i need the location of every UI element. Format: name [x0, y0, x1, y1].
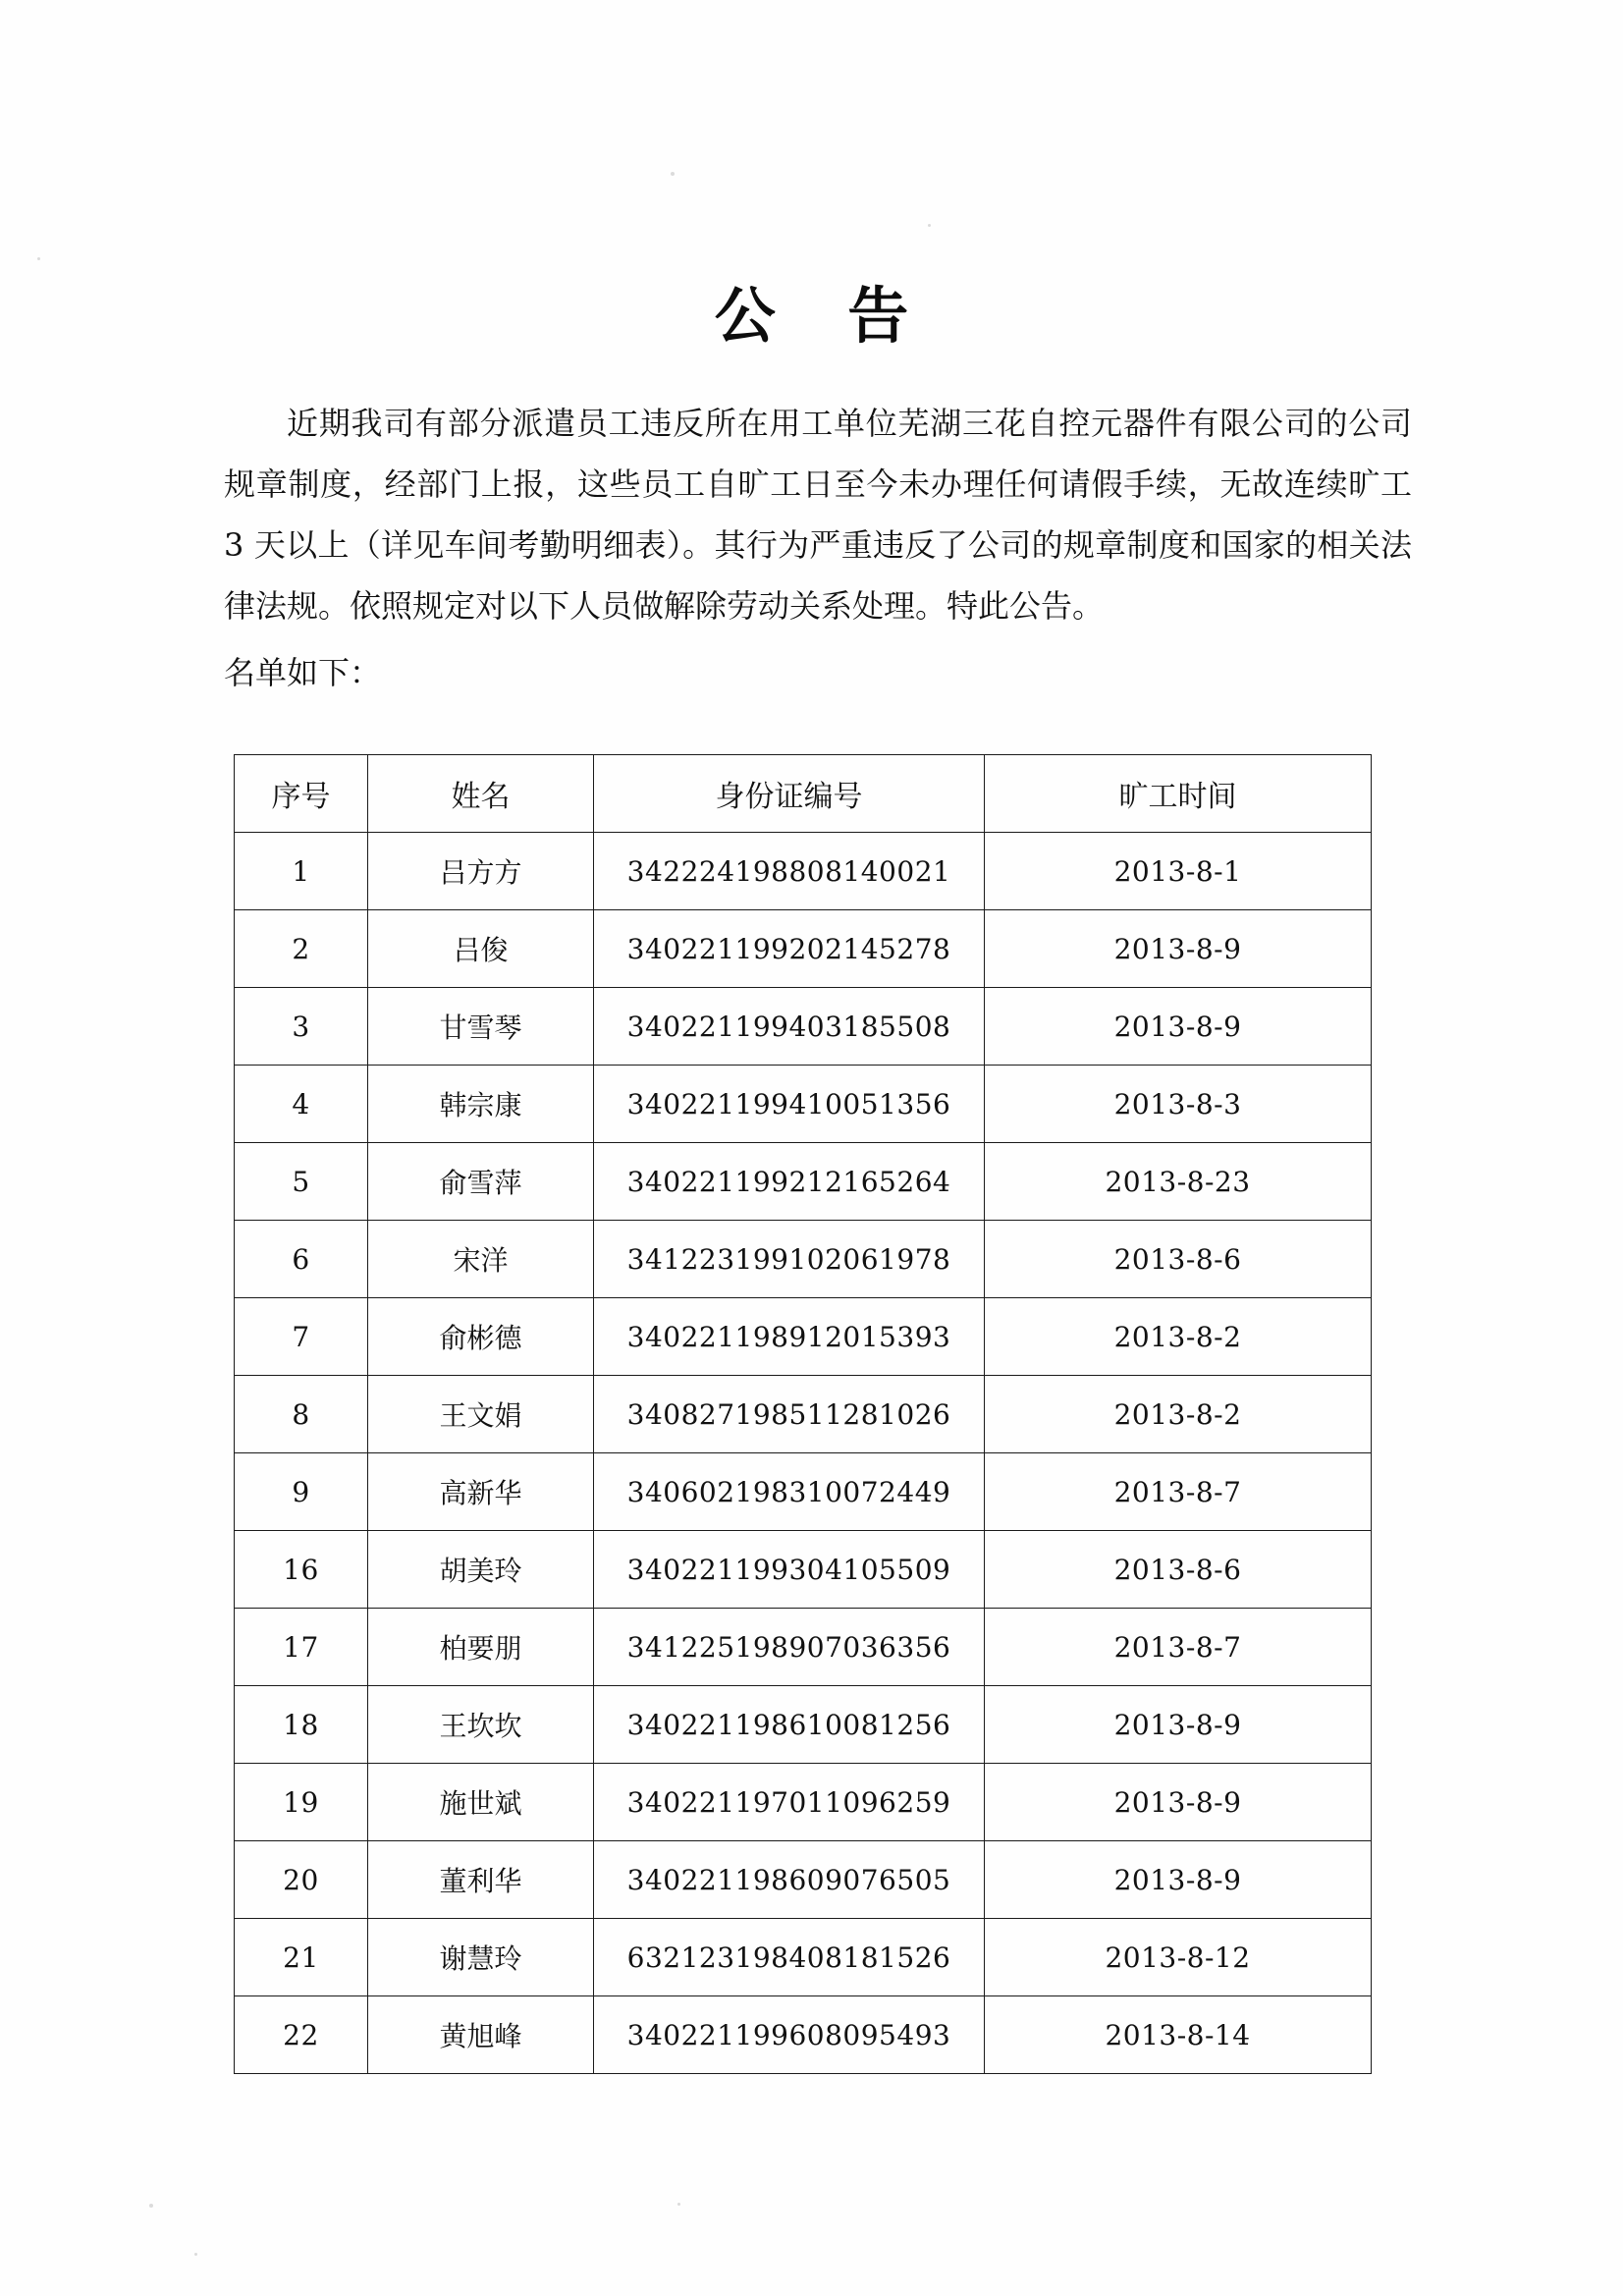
cell-date: 2013-8-23: [985, 1143, 1372, 1221]
table-header-row: [235, 755, 1372, 833]
cell-date: 2013-8-7: [985, 1609, 1372, 1686]
table-row: [235, 1764, 1372, 1841]
cell-index: 20: [235, 1841, 368, 1919]
cell-id: 341225198907036356: [594, 1609, 985, 1686]
cell-index: 19: [235, 1764, 368, 1841]
cell-index: 18: [235, 1686, 368, 1764]
cell-index: 8: [235, 1376, 368, 1453]
cell-date: 2013-8-6: [985, 1221, 1372, 1298]
cell-index: 3: [235, 988, 368, 1066]
scan-speckle: [928, 224, 931, 227]
cell-id: 340221198610081256: [594, 1686, 985, 1764]
cell-id: 632123198408181526: [594, 1919, 985, 1996]
cell-id: 340221197011096259: [594, 1764, 985, 1841]
cell-name: 韩宗康: [368, 1066, 594, 1143]
cell-id: 340221199403185508: [594, 988, 985, 1066]
cell-date: 2013-8-14: [985, 1996, 1372, 2074]
cell-name: 宋洋: [368, 1221, 594, 1298]
cell-name: 吕俊: [368, 910, 594, 988]
cell-date: 2013-8-1: [985, 833, 1372, 910]
employee-table: [234, 754, 1372, 2074]
cell-name: 甘雪琴: [368, 988, 594, 1066]
cell-id: 340221199202145278: [594, 910, 985, 988]
scan-speckle: [677, 2203, 680, 2206]
cell-name: 柏要朋: [368, 1609, 594, 1686]
cell-index: 17: [235, 1609, 368, 1686]
list-label: 名单如下：: [224, 654, 382, 691]
cell-id: 340221199304105509: [594, 1531, 985, 1609]
cell-date: 2013-8-9: [985, 988, 1372, 1066]
table-row: [235, 1376, 1372, 1453]
cell-name: 俞雪萍: [368, 1143, 594, 1221]
table-row: [235, 910, 1372, 988]
table-row: [235, 1996, 1372, 2074]
cell-name: 胡美玲: [368, 1531, 594, 1609]
cell-name: 高新华: [368, 1453, 594, 1531]
table-row: [235, 1143, 1372, 1221]
table-row: [235, 1919, 1372, 1996]
table-row: [235, 988, 1372, 1066]
cell-name: 黄旭峰: [368, 1996, 594, 2074]
cell-date: 2013-8-9: [985, 1686, 1372, 1764]
scan-speckle: [37, 257, 40, 260]
table-row: [235, 1841, 1372, 1919]
cell-date: 2013-8-3: [985, 1066, 1372, 1143]
page-title: 公 告: [714, 280, 935, 352]
cell-name: 俞彬德: [368, 1298, 594, 1376]
column-header-id: 身份证编号: [594, 755, 985, 833]
cell-index: 6: [235, 1221, 368, 1298]
table-row: [235, 1066, 1372, 1143]
cell-index: 16: [235, 1531, 368, 1609]
table-row: [235, 1453, 1372, 1531]
cell-name: 王文娟: [368, 1376, 594, 1453]
cell-id: 340221199608095493: [594, 1996, 985, 2074]
cell-index: 2: [235, 910, 368, 988]
cell-date: 2013-8-2: [985, 1376, 1372, 1453]
cell-id: 340221198912015393: [594, 1298, 985, 1376]
cell-index: 9: [235, 1453, 368, 1531]
cell-name: 王坎坎: [368, 1686, 594, 1764]
cell-date: 2013-8-7: [985, 1453, 1372, 1531]
cell-name: 谢慧玲: [368, 1919, 594, 1996]
scan-speckle: [671, 172, 675, 176]
cell-date: 2013-8-9: [985, 910, 1372, 988]
table-row: [235, 1686, 1372, 1764]
table-row: [235, 1221, 1372, 1298]
cell-date: 2013-8-2: [985, 1298, 1372, 1376]
cell-index: 5: [235, 1143, 368, 1221]
cell-id: 341223199102061978: [594, 1221, 985, 1298]
cell-index: 22: [235, 1996, 368, 2074]
cell-id: 340827198511281026: [594, 1376, 985, 1453]
body-paragraph: 近期我司有部分派遣员工违反所在用工单位芜湖三花自控元器件有限公司的公司规章制度，经部门上报，这些员工自旷工日至今未办理任何请假手续，无故连续旷工 3 天以上（详见车间考勤明细表）。其行为严重违反了公司的规章制度和国家的相关法律法规。依照规定对以下人员做解除劳动关系处理。特此公告。: [224, 405, 1412, 625]
cell-date: 2013-8-6: [985, 1531, 1372, 1609]
cell-id: 340221199212165264: [594, 1143, 985, 1221]
column-header-date: 旷工时间: [985, 755, 1372, 833]
cell-index: 1: [235, 833, 368, 910]
scan-speckle: [149, 2204, 153, 2208]
cell-id: 340602198310072449: [594, 1453, 985, 1531]
cell-id: 342224198808140021: [594, 833, 985, 910]
cell-index: 7: [235, 1298, 368, 1376]
announcement-body: [224, 393, 1412, 636]
cell-name: 施世斌: [368, 1764, 594, 1841]
cell-name: 吕方方: [368, 833, 594, 910]
table-body: [235, 833, 1372, 2074]
table-row: [235, 1609, 1372, 1686]
column-header-name: 姓名: [368, 755, 594, 833]
table-row: [235, 833, 1372, 910]
cell-id: 340221199410051356: [594, 1066, 985, 1143]
scan-speckle: [194, 2253, 197, 2256]
cell-index: 21: [235, 1919, 368, 1996]
column-header-index: 序号: [235, 755, 368, 833]
cell-date: 2013-8-9: [985, 1764, 1372, 1841]
table-row: [235, 1531, 1372, 1609]
cell-index: 4: [235, 1066, 368, 1143]
cell-name: 董利华: [368, 1841, 594, 1919]
cell-id: 340221198609076505: [594, 1841, 985, 1919]
table-row: [235, 1298, 1372, 1376]
cell-date: 2013-8-12: [985, 1919, 1372, 1996]
cell-date: 2013-8-9: [985, 1841, 1372, 1919]
